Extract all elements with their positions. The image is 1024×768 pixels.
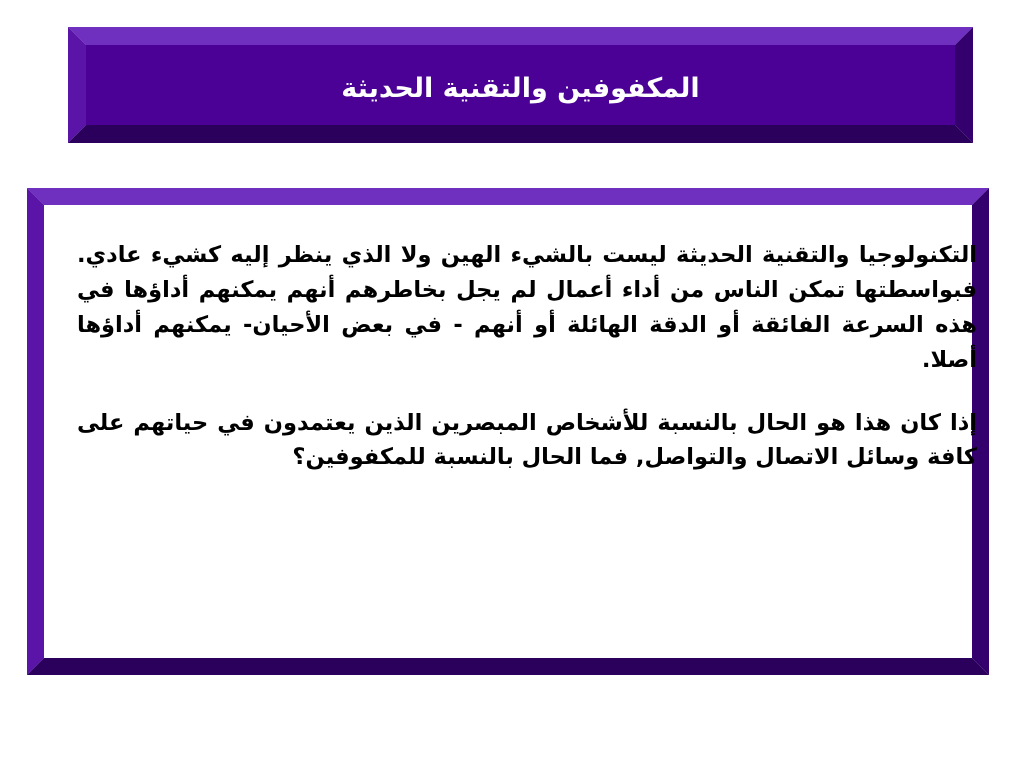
title-banner [68,27,973,143]
body-text [77,238,977,503]
page-title: المكفوفين والتقنية الحديثة [341,73,700,104]
content-frame [27,188,989,675]
paragraph-blind-question: إذا كان هذا هو الحال بالنسبة للأشخاص المبصرين الذين يعتمدون في حياتهم على كافة وسائل الاتصال والتواصل, فما الحال بالنسبة للمكفوفين؟ [77,409,977,471]
paragraph-technology: التكنولوجيا والتقنية الحديثة ليست بالشيء الهين ولا الذي ينظر إليه كشيء عادي. فبواسطتها تمكن الناس من أداء أعمال لم يجل بخاطرهم أنهم يمكنهم أداؤها في هذه السرعة الفائقة أو الدقة الهائلة أو أنهم - في بعض الأحيان- يمكنهم أداؤها أصلا. [77,242,977,373]
